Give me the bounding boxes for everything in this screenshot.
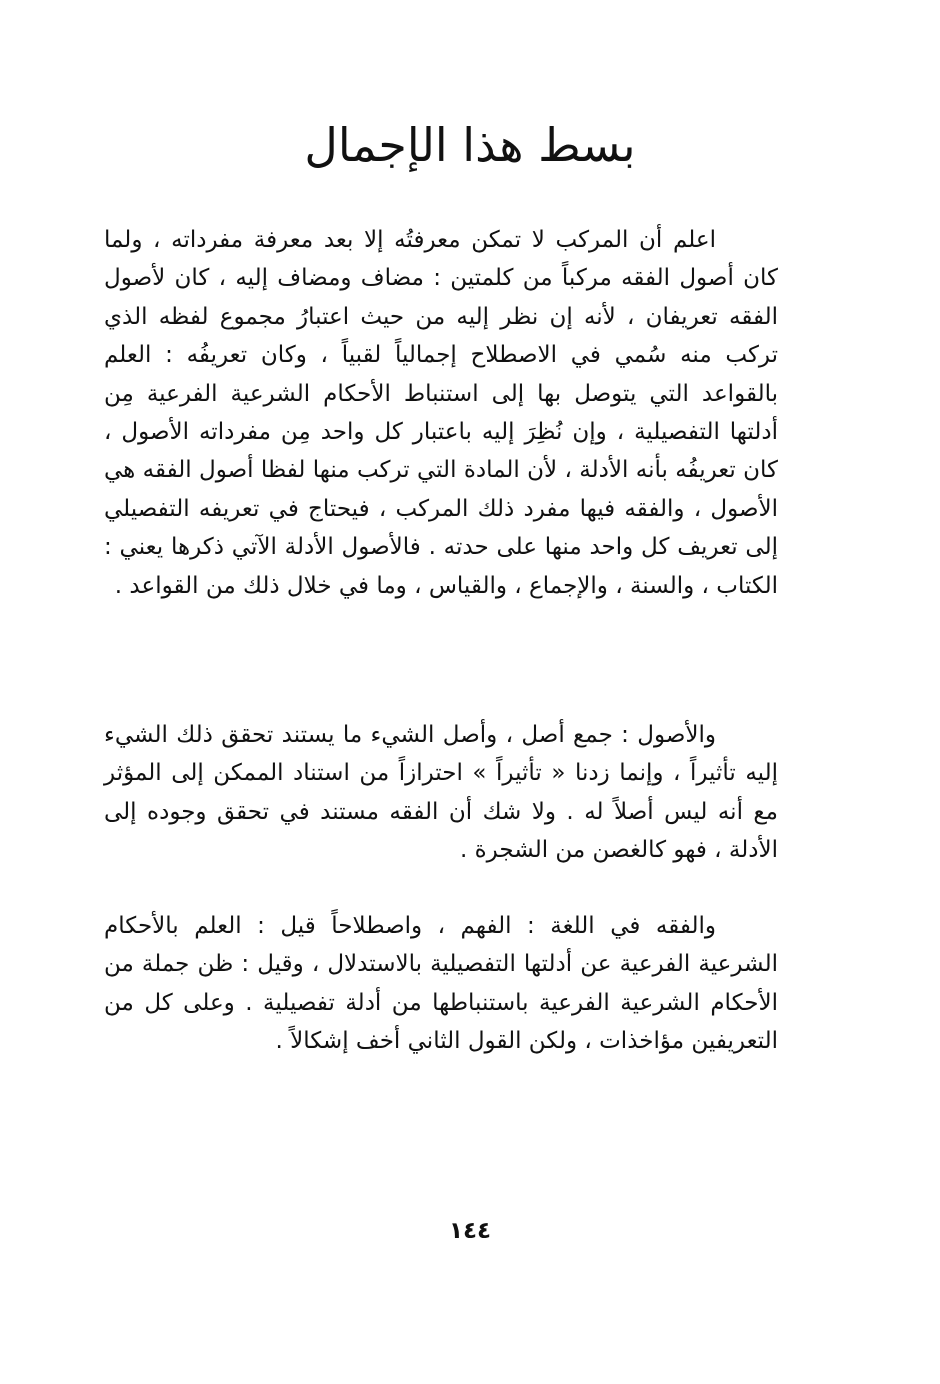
paragraph-3: والفقه في اللغة : الفهم ، واصطلاحاً قيل : العلم بالأحكام الشرعية الفرعية عن أدلتها التفصيلية بالاستدلال ، وقيل : ظن جملة من الأحكام الشرعية الفرعية باستنباطها من أدلة تفصيلية . وعلى كل من التعريفين مؤاخذات ، ولكن القول الثاني أخف إشكالاً . [104, 913, 778, 1055]
page-title: بسط هذا الإجمال [304, 118, 636, 172]
page-number: ١٤٤ [448, 1218, 492, 1244]
paragraph-2: والأصول : جمع أصل ، وأصل الشيء ما يستند تحقق ذلك الشيء إليه تأثيراً ، وإنما زدنا « تأثيراً » احترازاً من استناد الممكن إلى المؤثر مع أنه ليس أصلاً له . ولا شك أن الفقه مستند في تحقق وجوده إلى الأدلة ، فهو كالغصن من الشجرة . [104, 722, 778, 864]
paragraph-1: اعلم أن المركب لا تمكن معرفتُه إلا بعد معرفة مفرداته ، ولما كان أصول الفقه مركباً من كلمتين : مضاف ومضاف إليه ، كان لأصول الفقه تعريفان ، لأنه إن نظر إليه من حيث اعتبارُ مجموع لفظه الذي تركب منه سُمي في الاصطلاح إجمالياً لقبياً ، وكان تعريفُه : العلم بالقواعد التي يتوصل بها إلى استنباط الأحكام الشرعية الفرعية مِن أدلتها التفصيلية ، وإن نُظِرَ إليه باعتبار كل واحد مِن مفرداته الأصول ، كان تعريفُه بأنه الأدلة ، لأن المادة التي تركب منها لفظا أصول الفقه هي الأصول ، والفقه فيها مفرد ذلك المركب ، فيحتاج في تعريفه التفصيلي إلى تعريف كل واحد منها على حدته . فالأصول الأدلة الآتي ذكرها يعني : الكتاب ، والسنة ، والإجماع ، والقياس ، وما في خلال ذلك من القواعد . [104, 227, 778, 599]
